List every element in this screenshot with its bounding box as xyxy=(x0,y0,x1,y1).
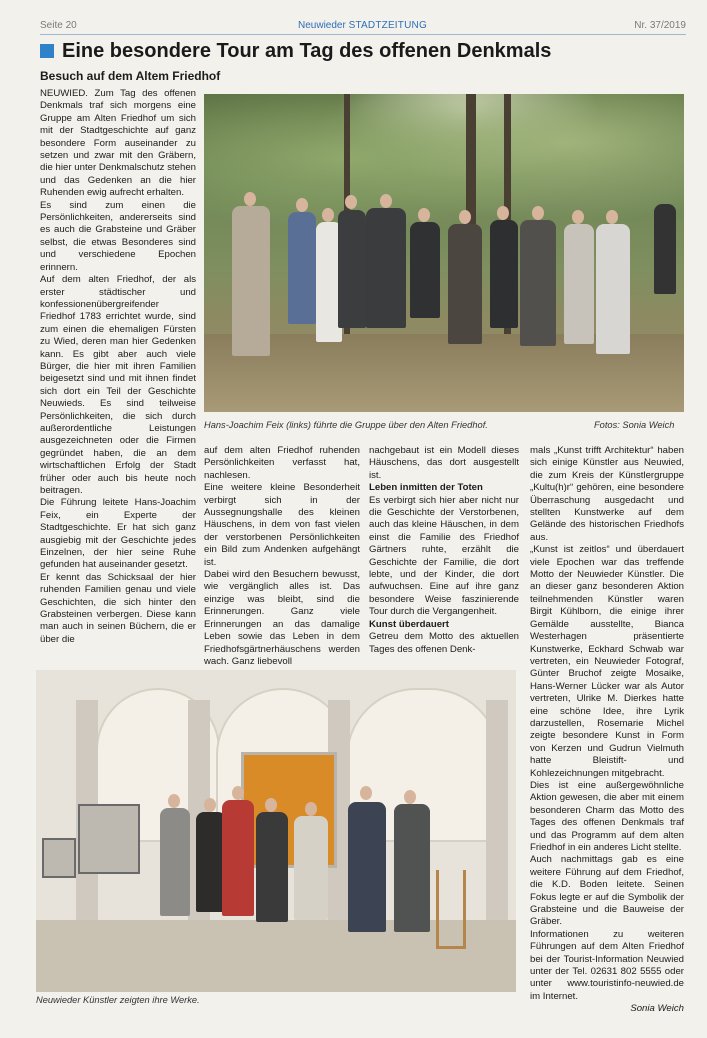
paragraph: Auch nachmittags gab es eine weitere Führung auf dem Friedhof, die K.D. Boden leitete. Seinen Fokus legte er auf die Symbolik der Grabsteine und die Bauweise der Gräber. xyxy=(530,854,684,928)
article-title-row xyxy=(40,40,686,66)
photo-credit: Fotos: Sonia Weich xyxy=(594,420,675,430)
text-column-4 xyxy=(530,445,684,1016)
page-header xyxy=(40,20,686,34)
paragraph: Es verbirgt sich hier aber nicht nur die Geschichte der Verstorbenen, auch das kleine Häuschen, in dem einst die Familie des Friedhof Gärtners ruhte, erzählt die Geschichte der Familie, die dort lebte, und der Kinder, die dort aufwuchsen. Eine auf ihre ganz besondere Weise faszinierende Tour durch die Vergangenheit. xyxy=(369,494,519,618)
paragraph: NEUWIED. Zum Tag des offenen Denkmals traf sich morgens eine Gruppe am Alten Friedhof um sich mit der Stadtgeschichte auf ganz besondere Form auseinander zu setzen und zwar mit den Gräbern, die hier unter Denkmalschutz stehen und das Gedenken an die hier Ruhenden ewig aufrecht erhalten. xyxy=(40,88,196,199)
photo2-caption: Neuwieder Künstler zeigten ihre Werke. xyxy=(36,995,200,1005)
paragraph: Eine weitere kleine Besonderheit verbirgt sich in der Aussegnungshalle des kleinen Häuschens, in dem von fast vielen der verstorbenen Persönlichkeiten ein Bild zum Andenken aufgehängt ist. xyxy=(204,482,360,568)
title-marker-icon xyxy=(40,44,54,58)
paragraph: „Kunst ist zeitlos“ und überdauert viele Epochen war das treffende Motto der Neuwieder Künstler. Die an dieser ganz besonderen Aktion teilnehmenden Künstler waren Birgit Kühlborn, die einige ihrer Gemälde ausstellte, Bianca Westerhagen präsentierte Kunstwerke, Eckhard Schwab war vertreten, ein Neuwieder Fotograf, Günter Bruchof zeigte Mosaike, Hans-Werner Lücker war als Autor vertreten, Ulrike M. Dierkes hatte eine schöne Idee, ihre Lyrik darzustellen, Rosemarie Michel zeigte besondere Kunst in Form von Kerzen und Gudrun Vielmuth hatte Bleistift- und Kohlezeichnungen mitgebracht. xyxy=(530,544,684,779)
paragraph: Dies ist eine außergewöhnliche Aktion gewesen, die aber mit einem besonderen Charm das Motto des Tages des offenen Denkmals traf und das Programm auf dem alten Friedhof in ein anderes Licht stellte. xyxy=(530,779,684,853)
paragraph: auf dem alten Friedhof ruhenden Persönlichkeiten verfasst hat, nachlesen. xyxy=(204,445,360,481)
text-column-3 xyxy=(369,445,519,656)
paragraph: Die Führung leitete Hans-Joachim Feix, ein Experte der Stadtgeschichte. Er hat sich ganz ausgiebig mit der Geschichte jedes Einzelnen, der hier seine Ruhe gefunden hat auseinander gesetzt. xyxy=(40,497,196,571)
paragraph: Informationen zu weiteren Führungen auf dem Alten Friedhof bei der Tourist-Information Neuwied unter der Tel. 02631 802 5555 oder unter www.touristinfo-neuwied.de im Internet. xyxy=(530,928,684,1002)
issue-number: Nr. 37/2019 xyxy=(634,20,686,31)
paragraph: Auf dem alten Friedhof, der als erster städtischer und konfessionenübergreifender Friedhof 1783 errichtet wurde, sind zum einen die ehemaligen Fürsten zu Wied, deren man hier Gedenken kann. Es gibt aber auch viele Bürger, die hier mit ihren Familien beigesetzt sind und mit ihnen findet sich dort ein Teil der Geschichte Neuwieds. Es sind teilweise Persönlichkeiten, die sich durch außerordentliche Leistungen ausgezeichneten oder die Firmen gegründet haben, die an dem wirtschaftlichen Erfolg der Stadt früher oder auch bis heute noch beitragen. xyxy=(40,274,196,496)
text-column-2 xyxy=(204,445,360,668)
author-name: Sonia Weich xyxy=(630,1003,684,1015)
page-number: Seite 20 xyxy=(40,20,77,31)
text-column-1 xyxy=(40,88,196,646)
section-heading: Kunst überdauert xyxy=(369,618,449,630)
paragraph: Getreu dem Motto des aktuellen Tages des offenen Denk- xyxy=(369,631,519,655)
paragraph: Dabei wird den Besuchern bewusst, wie vergänglich alles ist. Das einzige was bleibt, sind die Erinnerungen. Ganz viele Erinnerungen an das damalige Leben sowie das Leben in dem Friedhofsgärtnerhäuschens werden wach. Ganz liebevoll xyxy=(204,569,360,667)
group-photo-cemetery xyxy=(204,94,684,412)
section-heading: Leben inmitten der Toten xyxy=(369,482,483,494)
paragraph: mals „Kunst trifft Architektur“ haben sich einige Künstler aus Neuwied, die zum Kreis der Künstlergruppe „Kultu(h)r“ gehören, eine besondere Überraschung ausgedacht und stellten Kunstwerke auf dem Gelände des historischen Friedhofs aus. xyxy=(530,445,684,543)
photo1-caption: Hans-Joachim Feix (links) führte die Gruppe über den Alten Friedhof. xyxy=(204,420,488,430)
header-divider xyxy=(40,34,686,35)
paragraph: Er kennt das Schicksaal der hier ruhenden Familien genau und viele Geschichten, die sich hinter den Grabsteinen verbergen. Diese kann man auch in seinen Büchern, die er über die xyxy=(40,571,196,645)
artists-photo xyxy=(36,670,516,992)
article-subtitle: Besuch auf dem Altem Friedhof xyxy=(40,69,221,83)
publication-name: Neuwieder STADTZEITUNG xyxy=(298,20,427,31)
paragraph: Es sind zum einen die Persönlichkeiten, andererseits sind es auch die Grabsteine und Gräber selbst, die etwas Besonderes sind und verschiedene Epochen erinnern. xyxy=(40,199,196,273)
article-title: Eine besondere Tour am Tag des offenen Denkmals xyxy=(62,40,552,62)
paragraph: nachgebaut ist ein Modell dieses Häuschens, das dort ausgestellt ist. xyxy=(369,445,519,481)
